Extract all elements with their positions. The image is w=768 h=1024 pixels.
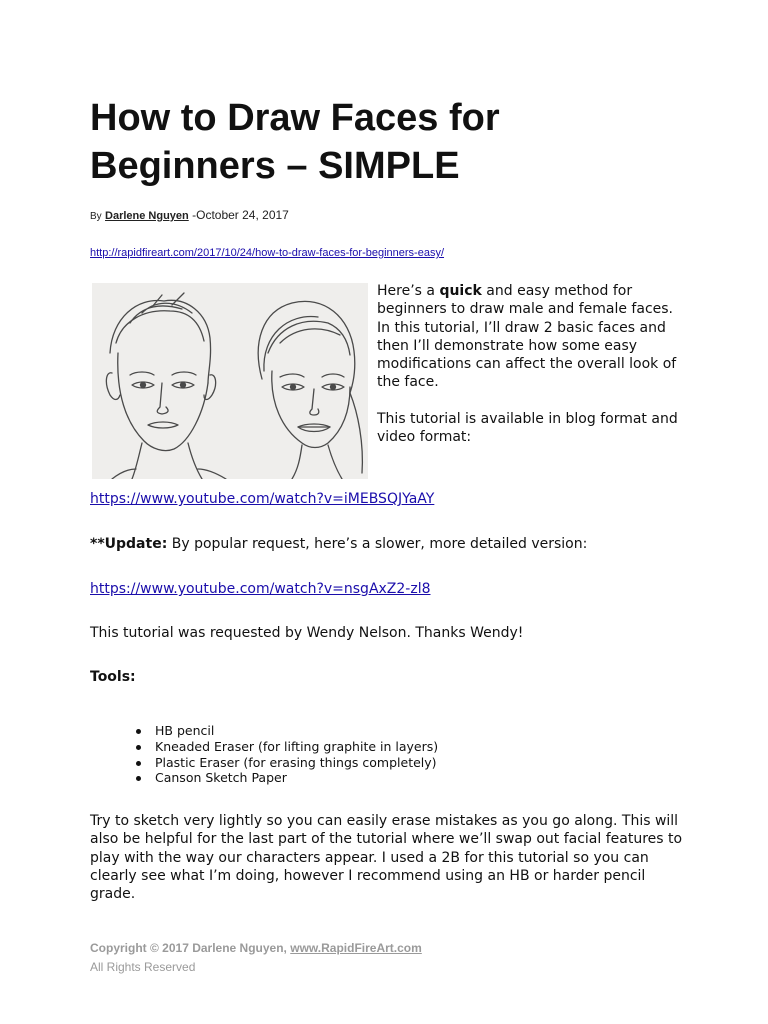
requested-note: This tutorial was requested by Wendy Nelson. Thanks Wendy! xyxy=(90,625,524,641)
youtube-link-1[interactable]: https://www.youtube.com/watch?v=iMEBSQJYaAY xyxy=(90,491,435,507)
tools-heading: Tools: xyxy=(90,669,136,685)
site-link[interactable]: www.RapidFireArt.com xyxy=(290,941,422,955)
title-line-2: Beginners – SIMPLE xyxy=(90,145,460,187)
title-line-1: How to Draw Faces for xyxy=(90,97,500,139)
list-item: Kneaded Eraser (for lifting graphite in layers) xyxy=(136,739,438,755)
list-item: HB pencil xyxy=(136,723,438,739)
copyright-text: Copyright © 2017 Darlene Nguyen, xyxy=(90,941,291,955)
byline xyxy=(90,208,289,222)
footer xyxy=(90,939,422,977)
youtube-link-2[interactable]: https://www.youtube.com/watch?v=nsgAxZ2-zl8 xyxy=(90,581,431,597)
sketch-advice-paragraph: Try to sketch very lightly so you can easily erase mistakes as you go along. This will also be helpful for the last part of the tutorial where we’ll swap out facial features to play with the way our characters appear. I used a 2B for this tutorial so you can clearly see what I’m doing, however I recommend using an HB or harder pencil grade. xyxy=(90,813,683,903)
update-note xyxy=(90,535,587,553)
intro-paragraph-1: Here’s a quick and easy method for beginners to draw male and female faces. In this tutorial, I’ll draw 2 basic faces and then I’ll demonstrate how some easy modifications can affect the overall look of the face. xyxy=(377,283,677,391)
list-item: Canson Sketch Paper xyxy=(136,770,438,786)
page-title xyxy=(90,94,680,190)
intro-text xyxy=(377,282,687,446)
byline-prefix: By xyxy=(90,211,102,222)
publish-date: -October 24, 2017 xyxy=(192,208,289,222)
list-item: Plastic Eraser (for erasing things completely) xyxy=(136,755,438,771)
rights-line: All Rights Reserved xyxy=(90,960,196,974)
update-text: By popular request, here’s a slower, more detailed version: xyxy=(167,536,588,552)
copyright-line xyxy=(90,939,422,958)
faces-sketch-image xyxy=(92,283,368,479)
faces-illustration xyxy=(92,283,368,479)
tools-list xyxy=(136,723,438,786)
intro-bold-word: quick xyxy=(439,283,482,299)
source-url-link[interactable]: http://rapidfireart.com/2017/10/24/how-to-draw-faces-for-beginners-easy/ xyxy=(90,247,445,259)
intro-paragraph-2: This tutorial is available in blog format and video format: xyxy=(377,410,678,446)
update-label: **Update: xyxy=(90,536,168,552)
author-link[interactable]: Darlene Nguyen xyxy=(105,210,189,222)
